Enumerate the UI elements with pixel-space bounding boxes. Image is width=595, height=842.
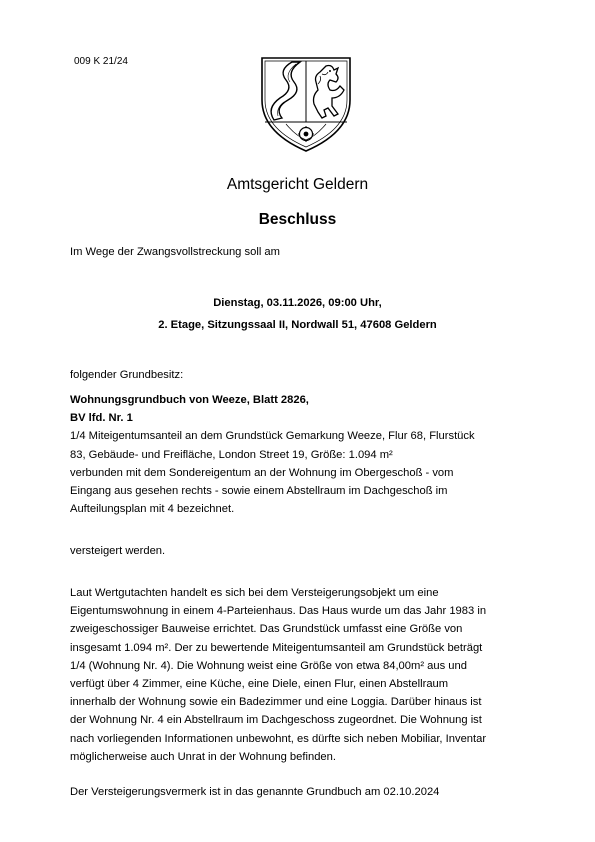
valuation-line: der Wohnung Nr. 4 ein Abstellraum im Dachgeschoss zugeordnet. Die Wohnung ist: [70, 714, 482, 727]
valuation-line: zweigeschossiger Bauweise errichtet. Das Grundstück umfasst eine Größe von: [70, 623, 463, 636]
valuation-line: innerhalb der Wohnung sowie ein Badezimmer und eine Loggia. Darüber hinaus ist: [70, 696, 482, 709]
property-line: 83, Gebäude- und Freifläche, London Street 19, Größe: 1.094 m²: [70, 448, 393, 461]
intro-text: Im Wege der Zwangsvollstreckung soll am: [70, 246, 280, 258]
valuation-line: nach vorliegenden Informationen unbewohnt, es dürfte sich neben Mobiliar, Inventar: [70, 732, 487, 745]
land-register-line: Wohnungsgrundbuch von Weeze, Blatt 2826,: [70, 394, 309, 406]
bv-number-line: BV lfd. Nr. 1: [70, 412, 133, 425]
appointment-date: Dienstag, 03.11.2026, 09:00 Uhr,: [213, 297, 382, 309]
document-title: Beschluss: [258, 211, 337, 228]
case-reference: 009 K 21/24: [74, 56, 128, 67]
valuation-line: Laut Wertgutachten handelt es sich bei dem Versteigerungsobjekt um eine: [70, 587, 439, 599]
property-description: [70, 391, 540, 518]
property-line: verbunden mit dem Sondereigentum an der Wohnung im Obergeschoß - vom: [70, 466, 454, 479]
appointment-location: 2. Etage, Sitzungssaal II, Nordwall 51, 47608 Geldern: [158, 319, 437, 331]
valuation-line: verfügt über 4 Zimmer, eine Küche, eine Diele, einen Flur, einen Abstellraum: [70, 678, 449, 691]
valuation-line: Eigentumswohnung in einem 4-Parteienhaus. Das Haus wurde um das Jahr 1983 in: [70, 605, 487, 618]
nrw-coat-of-arms-icon: [256, 50, 356, 154]
valuation-line: 1/4 (Wohnung Nr. 4). Die Wohnung weist eine Größe von etwa 84,00m² aus und: [70, 659, 467, 672]
registration-note: Der Versteigerungsvermerk ist in das genannte Grundbuch am 02.10.2024: [70, 786, 440, 798]
property-line: Aufteilungsplan mit 4 bezeichnet.: [70, 503, 235, 516]
property-intro: folgender Grundbesitz:: [70, 369, 184, 381]
property-line: Eingang aus gesehen rechts - sowie einem Abstellraum im Dachgeschoß im: [70, 485, 448, 498]
valuation-line: insgesamt 1.094 m². Der zu bewertende Miteigentumsanteil am Grundstück beträgt: [70, 641, 483, 654]
property-line: 1/4 Miteigentumsanteil an dem Grundstück Gemarkung Weeze, Flur 68, Flurstück: [70, 430, 475, 443]
auction-statement: versteigert werden.: [70, 545, 166, 557]
valuation-paragraph: [70, 584, 540, 766]
valuation-line: möglicherweise auch Unrat in der Wohnung befinden.: [70, 750, 336, 763]
court-name: Amtsgericht Geldern: [226, 176, 369, 193]
